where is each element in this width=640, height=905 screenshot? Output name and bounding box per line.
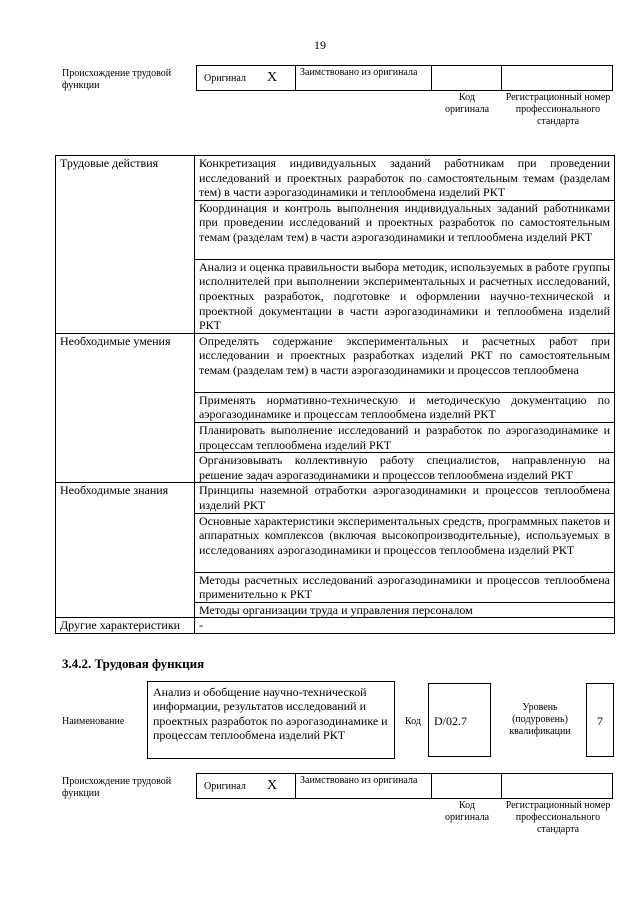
code-origin-cell bbox=[431, 773, 502, 799]
code-value: D/02.7 bbox=[428, 683, 491, 757]
table-cell: Методы организации труда и управления персоналом bbox=[195, 602, 615, 618]
original-mark: X bbox=[267, 70, 278, 85]
table-row bbox=[56, 483, 615, 513]
function-name: Анализ и обобщение научно-технической информации, результатов исследований и проектных разработок по аэрогазодинамике и процессам теплообмена изделий РКТ bbox=[147, 681, 395, 759]
row-label-knowledge: Необходимые знания bbox=[56, 483, 195, 618]
reg-number-cell bbox=[501, 773, 613, 799]
borrowed-cell: Заимствовано из оригинала bbox=[295, 773, 432, 799]
original-cell bbox=[196, 65, 296, 91]
level-value: 7 bbox=[586, 683, 614, 757]
code-origin-caption: Код оригинала bbox=[444, 800, 490, 823]
section-title: 3.4.2. Трудовая функция bbox=[62, 656, 205, 671]
origin-label: Происхождение трудовой функции bbox=[62, 776, 172, 799]
table-cell: Анализ и оценка правильности выбора методик, используемых в работе группы исполнителей при выполнении экспериментальных и расчетных исследований, проектных разработок, подготовке и оформлении научно-технической и проектной документации в части аэрогазодинамики и теплообмена изделий РКТ bbox=[195, 259, 615, 333]
code-label: Код bbox=[405, 716, 421, 727]
table-row bbox=[56, 333, 615, 392]
reg-number-caption: Регистрационный номер профессионального стандарта bbox=[505, 92, 611, 127]
table-cell: Применять нормативно-техническую и методическую документацию по аэрогазодинамике и процессам теплообмена изделий РКТ bbox=[195, 392, 615, 422]
function-table bbox=[55, 155, 615, 634]
table-cell: - bbox=[195, 618, 615, 634]
row-label-actions: Трудовые действия bbox=[56, 156, 195, 334]
reg-number-cell bbox=[501, 65, 613, 91]
original-label: Оригинал bbox=[204, 781, 246, 792]
table-cell: Планировать выполнение исследований и разработок по аэрогазодинамике и процессам теплообмена изделий РКТ bbox=[195, 422, 615, 452]
table-cell: Принципы наземной отработки аэрогазодинамики и процессов теплообмена изделий РКТ bbox=[195, 483, 615, 513]
code-origin-cell bbox=[431, 65, 502, 91]
table-cell: Координация и контроль выполнения индивидуальных заданий работниками при проведении исследований и проектных разработок по самостоятельным темам (разделам тем) в части аэрогазодинамики и теплообмена изделий РКТ bbox=[195, 200, 615, 259]
original-label: Оригинал bbox=[204, 73, 246, 84]
reg-number-caption: Регистрационный номер профессионального стандарта bbox=[505, 800, 611, 835]
page-number: 19 bbox=[314, 38, 326, 52]
table-row bbox=[56, 156, 615, 201]
table-row bbox=[56, 618, 615, 634]
borrowed-cell: Заимствовано из оригинала bbox=[295, 65, 432, 91]
original-cell bbox=[196, 773, 296, 799]
row-label-skills: Необходимые умения bbox=[56, 333, 195, 483]
table-cell: Определять содержание экспериментальных и расчетных работ при исследовании и проектных разработках изделий РКТ по самостоятельным темам (разделам тем) в части аэрогазодинамики и процессов теплообмена bbox=[195, 333, 615, 392]
original-mark: X bbox=[267, 778, 278, 793]
table-cell: Методы расчетных исследований аэрогазодинамики и процессов теплообмена применительно к РКТ bbox=[195, 572, 615, 602]
table-cell: Основные характеристики экспериментальных средств, программных пакетов и аппаратных комплексов (включая высокопроизводительные), используемых в исследованиях аэрогазодинамики и процессов теплообмена изделий РКТ bbox=[195, 513, 615, 572]
table-cell: Конкретизация индивидуальных заданий работникам при проведении исследований и проектных разработок по самостоятельным темам (разделам тем) в части аэрогазодинамики и теплообмена изделий РКТ bbox=[195, 156, 615, 201]
code-origin-caption: Код оригинала bbox=[444, 92, 490, 115]
name-label: Наименование bbox=[62, 716, 125, 727]
row-label-other: Другие характеристики bbox=[56, 618, 195, 634]
origin-label: Происхождение трудовой функции bbox=[62, 68, 172, 91]
table-cell: Организовывать коллективную работу специалистов, направленную на решение задач аэрогазодинамики и процессов теплообмена изделий РКТ bbox=[195, 453, 615, 483]
level-label: Уровень (подуровень) квалификации bbox=[509, 702, 571, 737]
